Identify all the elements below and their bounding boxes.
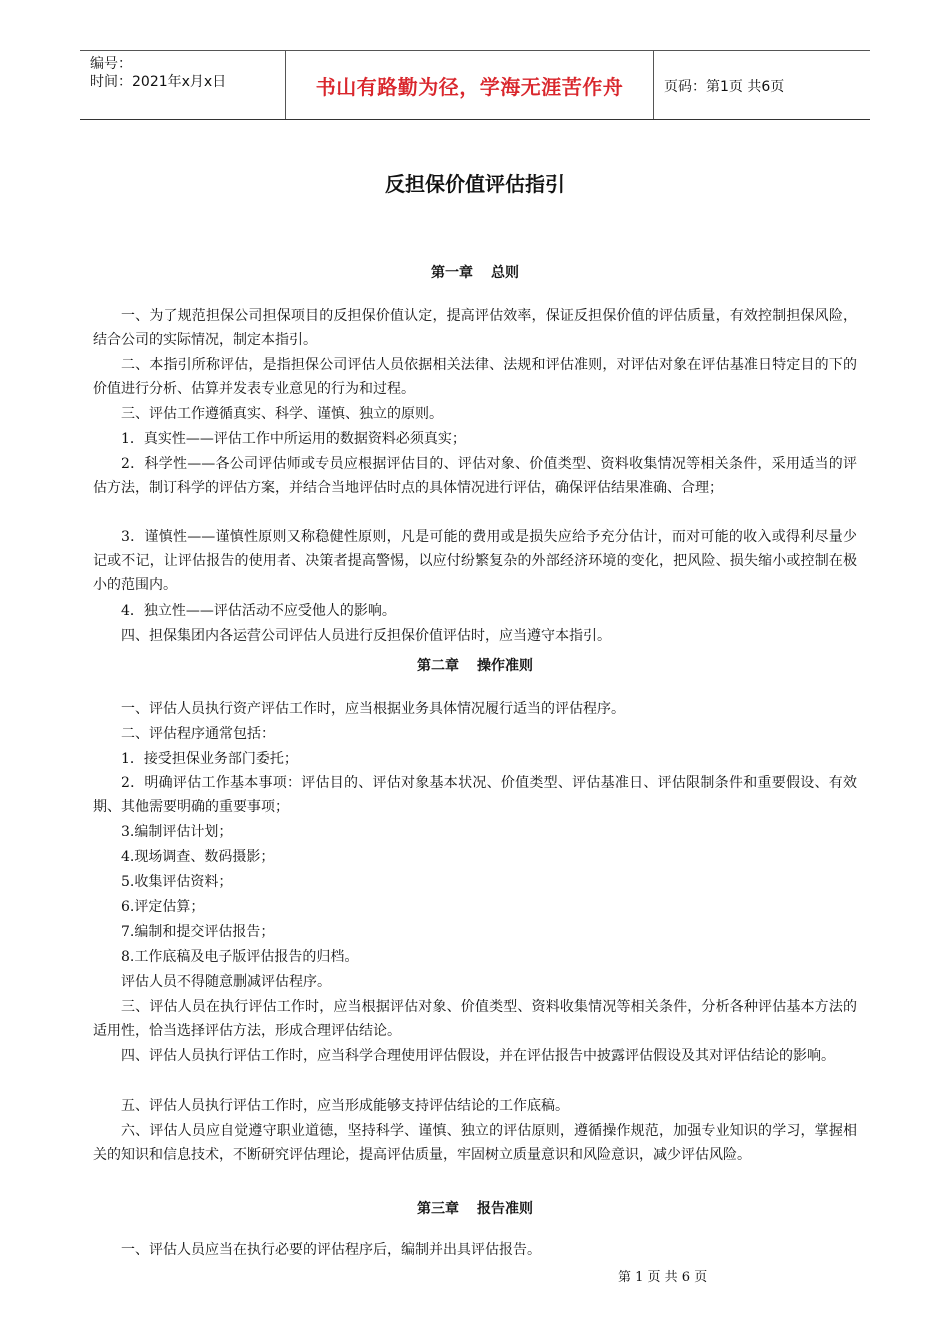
paragraph: 二、本指引所称评估，是指担保公司评估人员依据相关法律、法规和评估准则，对评估对象在评估基准日特定目的下的价值进行分析、估算并发表专业意见的行为和过程。 (93, 357, 857, 397)
chapter-heading (0, 655, 950, 675)
document-time-label: 时间：2021年x月x日 (90, 74, 227, 90)
header-page-info: 页码：第1页 共6页 (664, 79, 785, 95)
paragraph: 3．谨慎性——谨慎性原则又称稳健性原则，凡是可能的费用或是损失应给予充分估计，而对可能的收入或得利尽量少记或不记，让评估报告的使用者、决策者提高警惕，以应付纷繁复杂的外部经济环境的变化，把风险、损失缩小或控制在极小的范围内。 (93, 529, 857, 593)
paragraph: 3.编制评估计划； (121, 824, 233, 840)
paragraph: 四、评估人员执行评估工作时，应当科学合理使用评估假设，并在评估报告中披露评估假设及其对评估结论的影响。 (121, 1048, 835, 1064)
paragraph: 评估人员不得随意删减评估程序。 (121, 974, 331, 990)
page-header (80, 50, 870, 120)
chapter-name: 操作准则 (477, 658, 533, 674)
chapter-number: 第一章 (431, 265, 473, 281)
paragraph: 2．科学性——各公司评估师或专员应根据评估目的、评估对象、价值类型、资料收集情况等相关条件，采用适当的评估方法，制订科学的评估方案，并结合当地评估时点的具体情况进行评估，确保评估结果准确、合理； (93, 456, 857, 496)
chapter-name: 报告准则 (477, 1201, 533, 1217)
paragraph: 6.评定估算； (121, 899, 205, 915)
header-meta (90, 55, 226, 91)
chapter-name: 总则 (491, 265, 519, 281)
chapter-number: 第三章 (417, 1201, 459, 1217)
chapter-number: 第二章 (417, 658, 459, 674)
paragraph: 1．接受担保业务部门委托； (121, 751, 298, 767)
chapter-heading (0, 1198, 950, 1218)
paragraph: 四、担保集团内各运营公司评估人员进行反担保价值评估时，应当遵守本指引。 (121, 628, 611, 644)
paragraph: 7.编制和提交评估报告； (121, 924, 275, 940)
paragraph: 二、评估程序通常包括： (121, 726, 275, 742)
paragraph: 2．明确评估工作基本事项：评估目的、评估对象基本状况、价值类型、评估基准日、评估限制条件和重要假设、有效期、其他需要明确的重要事项； (93, 775, 857, 815)
header-divider (653, 51, 654, 119)
document-title: 反担保价值评估指引 (385, 172, 565, 196)
paragraph: 一、评估人员执行资产评估工作时，应当根据业务具体情况履行适当的评估程序。 (121, 701, 625, 717)
paragraph: 三、评估人员在执行评估工作时，应当根据评估对象、价值类型、资料收集情况等相关条件，分析各种评估基本方法的适用性，恰当选择评估方法，形成合理评估结论。 (93, 999, 857, 1039)
header-motto: 书山有路勤为径，学海无涯苦作舟 (315, 75, 624, 99)
chapter-heading (0, 262, 950, 282)
paragraph: 一、为了规范担保公司担保项目的反担保价值认定，提高评估效率，保证反担保价值的评估质量，有效控制担保风险，结合公司的实际情况，制定本指引。 (93, 308, 857, 348)
paragraph: 1．真实性——评估工作中所运用的数据资料必须真实； (121, 431, 466, 447)
paragraph: 五、评估人员执行评估工作时，应当形成能够支持评估结论的工作底稿。 (121, 1098, 569, 1114)
paragraph: 4．独立性——评估活动不应受他人的影响。 (121, 603, 396, 619)
paragraph: 六、评估人员应自觉遵守职业道德，坚持科学、谨慎、独立的评估原则，遵循操作规范，加强专业知识的学习，掌握相关的知识和信息技术，不断研究评估理论，提高评估质量，牢固树立质量意识和风险意识，减少评估风险。 (93, 1123, 857, 1163)
page-footer: 第 1 页 共 6 页 (618, 1270, 708, 1285)
paragraph: 4.现场调查、数码摄影； (121, 849, 275, 865)
document-number-label: 编号： (90, 56, 132, 72)
paragraph: 一、评估人员应当在执行必要的评估程序后，编制并出具评估报告。 (121, 1242, 541, 1258)
paragraph: 三、评估工作遵循真实、科学、谨慎、独立的原则。 (121, 406, 443, 422)
paragraph: 5.收集评估资料； (121, 874, 233, 890)
paragraph: 8.工作底稿及电子版评估报告的归档。 (121, 949, 359, 965)
